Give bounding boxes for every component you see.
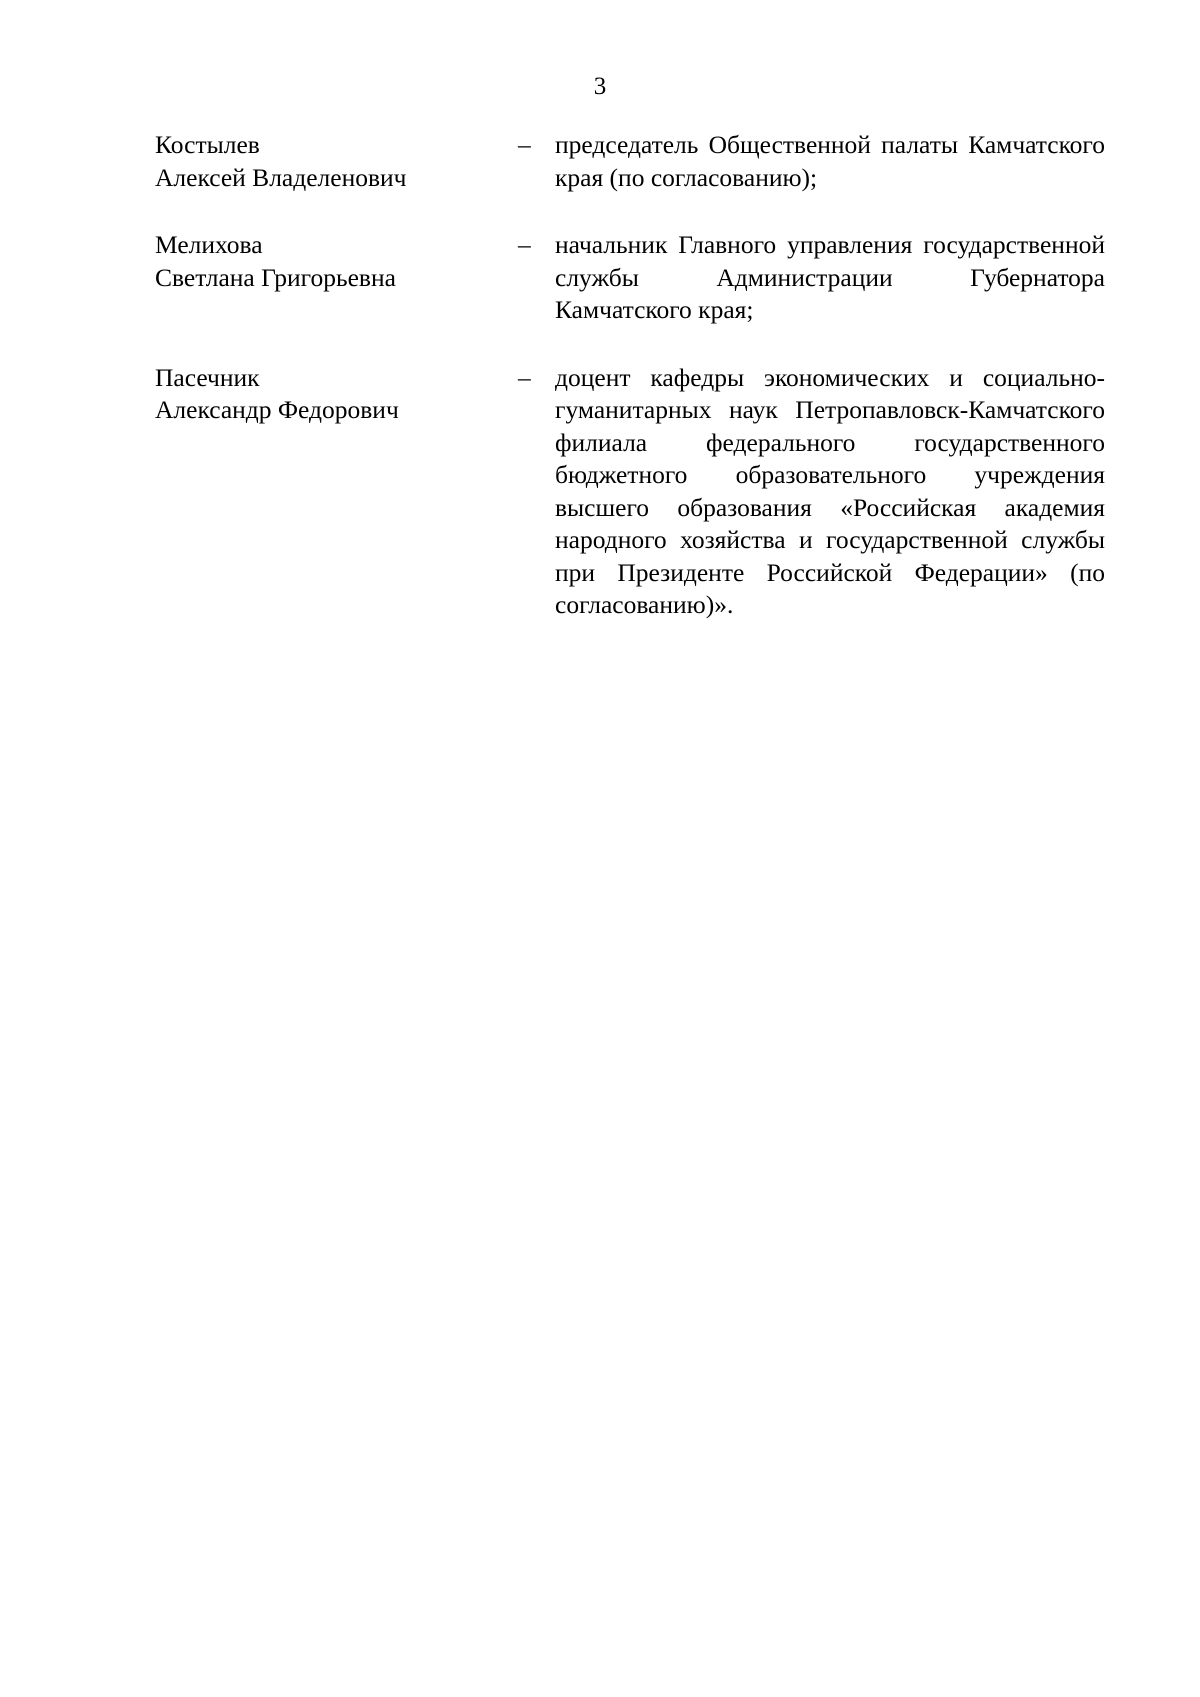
member-surname: Пасечник xyxy=(155,362,260,392)
member-entry xyxy=(155,362,1105,622)
member-dash: – xyxy=(518,362,531,392)
page-number: 3 xyxy=(593,73,607,100)
members-list xyxy=(155,129,1105,657)
member-entry xyxy=(155,229,1105,327)
member-given-names: Алексей Владеленович xyxy=(155,162,407,192)
member-surname: Мелихова xyxy=(155,230,263,259)
member-given-names: Александр Федорович xyxy=(155,395,399,424)
member-name xyxy=(155,229,510,294)
member-surname: Костылев xyxy=(155,130,260,159)
member-entry xyxy=(155,129,1105,194)
member-role: начальник Главного управления государственной службы Администрации Губернатора Камчатского края; xyxy=(555,230,1105,324)
member-role: доцент кафедры экономических и социально-гуманитарных наук Петропавловск-Камчатского филиала федерального государственного бюджетного образовательного учреждения высшего образования «Российская академия народного хозяйства и государственной службы при Президенте Российской Федерации» (по согласованию)». xyxy=(555,362,1105,619)
member-name xyxy=(155,362,510,427)
member-name xyxy=(155,129,510,194)
member-dash: – xyxy=(518,130,531,159)
member-given-names: Светлана Григорьевна xyxy=(155,262,396,292)
member-role: председатель Общественной палаты Камчатского края (по согласованию); xyxy=(555,130,1105,192)
member-dash: – xyxy=(518,230,531,259)
